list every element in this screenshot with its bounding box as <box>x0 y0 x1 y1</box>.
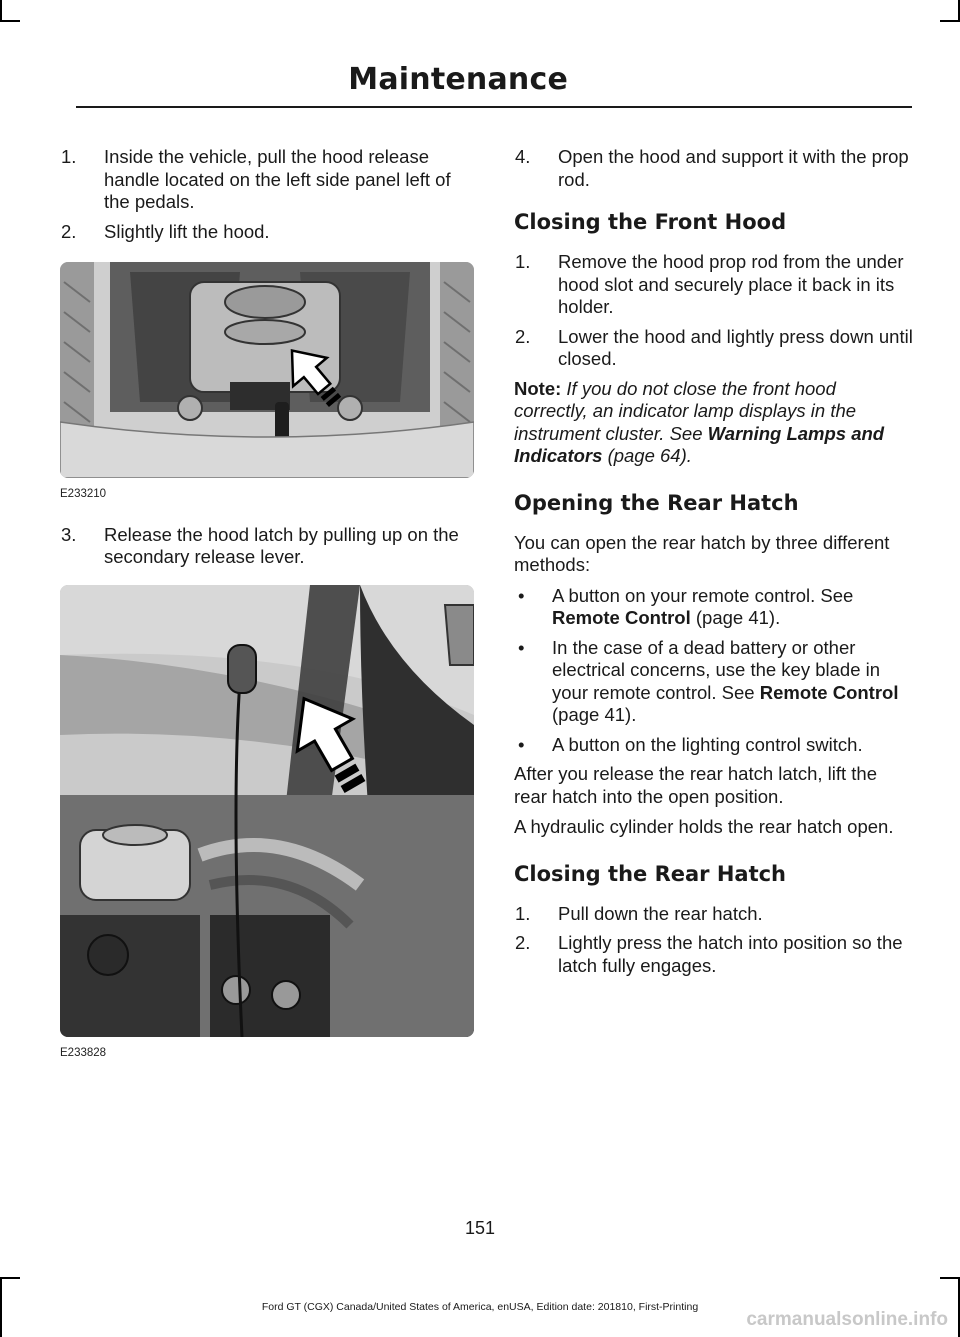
step-4 <box>514 146 914 191</box>
crop-mark <box>0 20 20 22</box>
closing-rear-step-2 <box>514 932 914 977</box>
bullet-text <box>552 637 914 727</box>
step-text: Inside the vehicle, pull the hood release handle located on the left side panel left of the pedals. <box>104 146 451 212</box>
edition-info: Ford GT (CGX) Canada/United States of America, enUSA, Edition date: 201810, First-Printing <box>261 1301 699 1313</box>
closing-front-step-2 <box>514 326 914 371</box>
engine-bay-drawing <box>60 262 474 478</box>
figure-1 <box>60 262 480 506</box>
step-number: 1. <box>61 146 77 167</box>
step-number: 2. <box>515 932 531 953</box>
step-text: Open the hood and support it with the prop rod. <box>558 146 909 190</box>
step-text: Pull down the rear hatch. <box>558 902 763 924</box>
bullet-item <box>514 734 914 757</box>
left-column <box>60 146 480 1064</box>
closing-rear-step-1 <box>514 903 914 926</box>
bullet-item <box>514 585 914 630</box>
bullet-text <box>552 585 914 630</box>
step-number: 1. <box>515 902 531 924</box>
bullet-symbol: • <box>518 584 525 606</box>
step-text: Lower the hood and lightly press down until closed. <box>558 325 913 369</box>
bullet-symbol: • <box>518 733 525 755</box>
step-3 <box>60 524 480 569</box>
crop-mark <box>940 1277 960 1279</box>
closing-front-step-1 <box>514 251 914 319</box>
section-heading-opening-rear-hatch: Opening the Rear Hatch <box>514 490 799 515</box>
paragraph: After you release the rear hatch latch, lift the rear hatch into the open position. <box>514 763 877 807</box>
bullet-symbol: • <box>518 636 525 658</box>
page-number: 151 <box>464 1218 496 1238</box>
figure-2 <box>60 585 480 1065</box>
cross-reference-link[interactable]: Warning Lamps and Indicators <box>514 422 885 466</box>
crop-mark <box>940 20 960 22</box>
hood-latch-illustration <box>60 262 474 478</box>
cross-reference-link[interactable]: Remote Control <box>759 681 899 703</box>
bullet-body: A button on your remote control. See <box>552 584 854 606</box>
engine-bay-drawing <box>60 585 474 1037</box>
step-text: Remove the hood prop rod from the under hood slot and securely place it back in its holder. <box>558 251 904 317</box>
step-1 <box>60 146 480 214</box>
step-number: 1. <box>515 251 531 272</box>
right-column <box>514 146 914 984</box>
step-number: 2. <box>61 220 77 242</box>
bullet-item <box>514 637 914 727</box>
cross-reference-link[interactable]: Remote Control <box>552 607 691 628</box>
page-title: Maintenance <box>348 62 568 97</box>
step-number: 2. <box>515 325 531 347</box>
figure-code: E233210 <box>60 488 107 500</box>
bullet-text: A button on the lighting control switch. <box>552 733 863 755</box>
note <box>514 378 914 468</box>
page-reference: (page 41). <box>695 607 781 628</box>
section-heading-closing-front-hood: Closing the Front Hood <box>514 210 787 234</box>
step-text: Lightly press the hatch into position so the latch fully engages. <box>558 932 903 976</box>
page-reference: (page 64). <box>607 445 692 466</box>
secondary-release-illustration <box>60 585 474 1037</box>
watermark: carmanualsonline.info <box>746 1309 948 1330</box>
figure-code: E233828 <box>60 1046 107 1059</box>
step-number: 4. <box>515 146 531 167</box>
crop-mark <box>0 0 2 20</box>
step-2 <box>60 221 480 244</box>
note-text: If you do not close the front hood correctly, an indicator lamp displays in the instrument cluster. See <box>514 377 857 444</box>
page-reference: (page 41). <box>552 704 637 725</box>
step-text: Slightly lift the hood. <box>104 220 270 242</box>
header-rule <box>76 106 912 108</box>
section-heading-closing-rear-hatch: Closing the Rear Hatch <box>514 861 787 886</box>
bullet-body: In the case of a dead battery or other electrical concerns, use the key blade in your remote control. See <box>552 636 881 703</box>
crop-mark <box>0 1277 20 1279</box>
step-number: 3. <box>61 523 77 545</box>
paragraph: A hydraulic cylinder holds the rear hatch open. <box>514 816 894 837</box>
intro-paragraph: You can open the rear hatch by three different methods: <box>514 531 890 575</box>
step-text: Release the hood latch by pulling up on the secondary release lever. <box>104 523 459 567</box>
note-label: Note: <box>514 377 562 399</box>
